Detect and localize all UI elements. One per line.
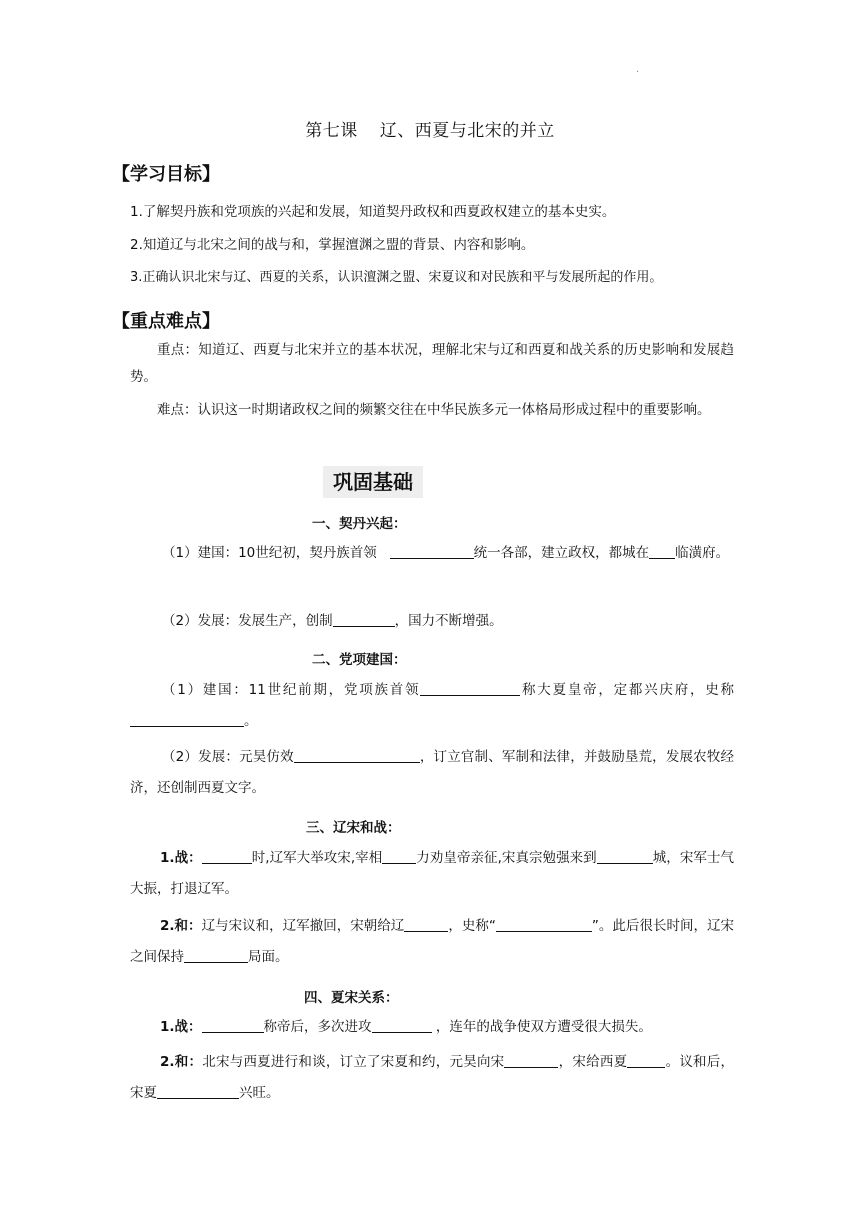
khitan-founding: （1）建国：10世纪初，契丹族首领 统一各部，建立政权，都城在 临潢府。 (162, 545, 730, 561)
goal-item-3: 3.正确认识北宋与辽、西夏的关系，认识澶渊之盟、宋夏议和对民族和平与发展所起的作用。 (130, 270, 663, 285)
lesson-name: 辽、西夏与北宋的并立 (379, 121, 555, 141)
liao-song-war: 1.战： 时,辽军大举攻宋,宰相 力劝皇帝亲征,宋真宗勉强来到 城，宋军士气大振，打退辽军。 (130, 850, 734, 897)
khitan-development: （2）发展：发展生产，创制 ，国力不断增强。 (162, 613, 503, 629)
blank-trade[interactable] (157, 1084, 239, 1099)
blank-relations[interactable] (184, 948, 248, 963)
section-liao-song-title: 三、辽宋和战： (306, 820, 401, 836)
blank-treaty-name[interactable] (496, 917, 592, 932)
difficulty-paragraph: 难点：认识这一时期诸政权之间的频繁交往在中华民族多元一体格局形成过程中的重要影响。 (157, 402, 711, 418)
blank-song-gift[interactable] (627, 1053, 665, 1068)
blank-war-year[interactable] (202, 849, 252, 864)
section-tangut-title: 二、党项建国： (312, 652, 407, 668)
learning-goals-heading: 【学习目标】 (112, 164, 220, 185)
tangut-founding: （1）建国：11世纪前期，党项族首领 称大夏皇帝，定都兴庆府，史称。 (130, 675, 734, 737)
blank-xia-status[interactable] (504, 1053, 558, 1068)
blank-khitan-capital[interactable] (649, 544, 675, 559)
key-points-heading: 【重点难点】 (112, 311, 220, 332)
section-khitan-title: 一、契丹兴起： (312, 516, 407, 532)
blank-khitan-script[interactable] (333, 612, 395, 627)
lesson-number: 第七课 (305, 121, 358, 141)
xia-song-peace: 2.和：北宋与西夏进行和谈，订立了宋夏和约，元昊向宋 ，宋给西夏 。议和后，宋夏 兴旺。 (130, 1054, 735, 1101)
blank-tribute[interactable] (404, 917, 448, 932)
blank-tangut-leader[interactable] (420, 681, 520, 696)
corner-dot: . (636, 64, 640, 75)
tangut-development: （2）发展：元昊仿效 ，订立官制、军制和法律，并鼓励垦荒，发展农牧经济，还创制西夏文字。 (130, 749, 735, 796)
xia-song-war: 1.战： 称帝后，多次进攻 ，连年的战争使双方遭受很大损失。 (160, 1019, 652, 1035)
goal-item-1: 1.了解契丹族和党项族的兴起和发展，知道契丹政权和西夏政权建立的基本史实。 (130, 204, 616, 220)
blank-khitan-leader[interactable] (390, 544, 474, 559)
blank-target[interactable] (372, 1018, 432, 1033)
liao-song-peace: 2.和：辽与宋议和，辽军撤回，宋朝给辽 ，史称“ ”。此后很长时间，辽宋之间保持 局面。 (130, 918, 735, 965)
section-xia-song-title: 四、夏宋关系： (304, 990, 399, 1006)
basics-banner: 巩固基础 (323, 466, 423, 498)
blank-tangut-state[interactable] (130, 712, 244, 727)
blank-emperor[interactable] (202, 1018, 264, 1033)
goal-item-2: 2.知道辽与北宋之间的战与和，掌握澶渊之盟的背景、内容和影响。 (130, 237, 535, 253)
lesson-title (0, 116, 860, 141)
blank-tangut-model[interactable] (294, 748, 420, 763)
blank-chancellor[interactable] (382, 849, 416, 864)
focus-paragraph: 重点：知道辽、西夏与北宋并立的基本状况，理解北宋与辽和西夏和战关系的历史影响和发展趋势。 (130, 342, 734, 385)
blank-city[interactable] (597, 849, 653, 864)
